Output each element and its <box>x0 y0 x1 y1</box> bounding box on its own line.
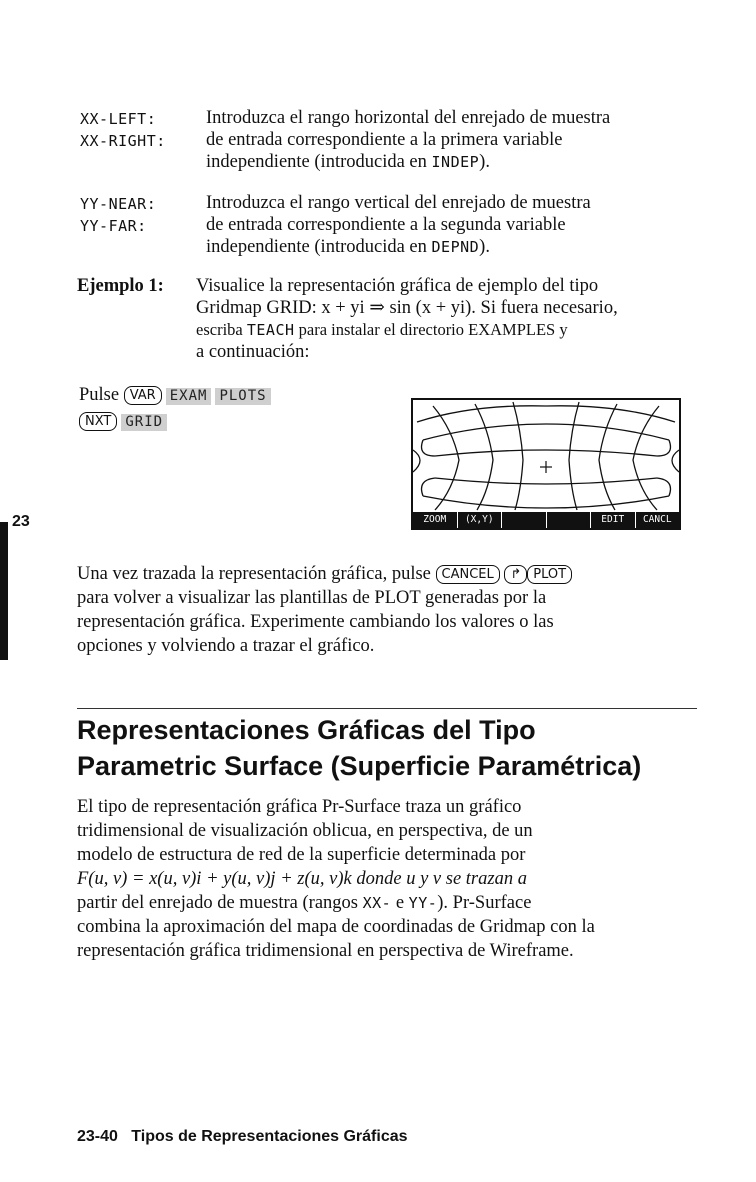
softkey-cancl[interactable]: CANCL <box>636 512 680 528</box>
grid-line <box>423 424 669 440</box>
example-line-4: a continuación: <box>196 342 310 362</box>
para2-line-6: combina la aproximación del mapa de coordinadas de Gridmap con la <box>77 917 595 937</box>
gridmap-plot <box>413 400 679 512</box>
example-line-2: Gridmap GRID: x + yi ⇒ sin (x + yi). Si fuera necesario, <box>196 298 618 318</box>
plots-menu-key: PLOTS <box>215 388 270 405</box>
chapter-marker-bar <box>0 522 8 660</box>
var-key: VAR <box>124 386 162 405</box>
chapter-tab-number: 23 <box>12 513 30 530</box>
code-yy: YY- <box>408 894 438 912</box>
grid-line <box>413 450 420 472</box>
def-yy-near: Introduzca el rango vertical del enrejado de muestra <box>206 193 591 213</box>
softkey-edit[interactable]: EDIT <box>591 512 635 528</box>
para2-line-5: partir del enrejado de muestra (rangos XX- e YY-). Pr-Surface <box>77 893 532 913</box>
nxt-key: NXT <box>79 412 117 431</box>
example-label: Ejemplo 1: <box>77 276 164 296</box>
footer-title: Tipos de Representaciones Gráficas <box>131 1128 408 1145</box>
def-indep-line: independiente (introducida en INDEP). <box>206 152 490 172</box>
para2-line-4: F(u, v) = x(u, v)i + y(u, v)j + z(u, v)k donde u y v se trazan a <box>77 869 527 889</box>
softkey-blank-4[interactable] <box>547 512 591 528</box>
grid-line <box>672 450 679 472</box>
grid-line <box>435 478 657 484</box>
grid-line <box>433 406 459 510</box>
page-footer <box>77 1128 408 1146</box>
grid-line <box>475 404 493 510</box>
softkey-blank-3[interactable] <box>502 512 546 528</box>
def-depnd-line: independiente (introducida en DEPND). <box>206 237 490 257</box>
cancel-key: CANCEL <box>436 565 500 584</box>
keystroke-line-1: Pulse VAR EXAM PLOTS <box>79 384 271 406</box>
para1-line-4: opciones y volviendo a trazar el gráfico. <box>77 636 375 656</box>
section-heading-line-1: Representaciones Gráficas del Tipo <box>77 715 536 745</box>
grid-line <box>422 478 436 496</box>
para1-line-1: Una vez trazada la representación gráfica, pulse CANCEL ↱ PLOT <box>77 563 572 585</box>
grid-line <box>657 478 671 496</box>
softkey-zoom[interactable]: ZOOM <box>413 512 457 528</box>
grid-line <box>657 440 671 456</box>
term-yy-far: YY-FAR: <box>80 217 147 235</box>
term-yy-near: YY-NEAR: <box>80 195 157 213</box>
softkey-bar <box>413 512 679 528</box>
softkey-xy[interactable]: (X,Y) <box>458 512 502 528</box>
grid-line <box>633 406 659 510</box>
right-shift-key: ↱ <box>504 565 527 584</box>
keystroke-line-2 <box>79 410 167 432</box>
para1-line-2: para volver a visualizar las plantillas de PLOT generadas por la <box>77 588 547 608</box>
grid-line <box>422 440 436 456</box>
para2-line-3: modelo de estructura de red de la superficie determinada por <box>77 845 526 865</box>
grid-line <box>423 496 669 508</box>
code-teach: TEACH <box>246 321 295 339</box>
para2-line-1: El tipo de representación gráfica Pr-Surface traza un gráfico <box>77 797 522 817</box>
term-xx-right: XX-RIGHT: <box>80 132 166 150</box>
code-indep: INDEP <box>431 153 480 171</box>
section-heading-line-2: Parametric Surface (Superficie Paramétrica) <box>77 751 642 781</box>
section-rule <box>77 708 697 709</box>
grid-line <box>599 404 617 510</box>
term-xx-left: XX-LEFT: <box>80 110 157 128</box>
code-xx: XX- <box>362 894 392 912</box>
exam-menu-key: EXAM <box>166 388 212 405</box>
grid-menu-key: GRID <box>121 414 167 431</box>
def-yy-far: de entrada correspondiente a la segunda variable <box>206 215 566 235</box>
cursor-crosshair <box>540 461 552 473</box>
plot-key: PLOT <box>527 565 572 584</box>
example-line-1: Visualice la representación gráfica de ejemplo del tipo <box>196 276 599 296</box>
def-xx-right: de entrada correspondiente a la primera variable <box>206 130 563 150</box>
para2-line-7: representación gráfica tridimensional en perspectiva de Wireframe. <box>77 941 574 961</box>
grid-line <box>513 402 523 510</box>
para2-line-2: tridimensional de visualización oblicua, en perspectiva, de un <box>77 821 533 841</box>
def-xx-left: Introduzca el rango horizontal del enrejado de muestra <box>206 108 611 128</box>
grid-line <box>417 406 675 422</box>
code-depnd: DEPND <box>431 238 480 256</box>
page-number: 23-40 <box>77 1128 118 1145</box>
example-line-3: escriba TEACH para instalar el directorio EXAMPLES y <box>196 320 568 339</box>
grid-line <box>435 450 657 456</box>
calculator-screen <box>411 398 681 530</box>
para1-line-3: representación gráfica. Experimente cambiando los valores o las <box>77 612 554 632</box>
grid-line <box>569 402 579 510</box>
